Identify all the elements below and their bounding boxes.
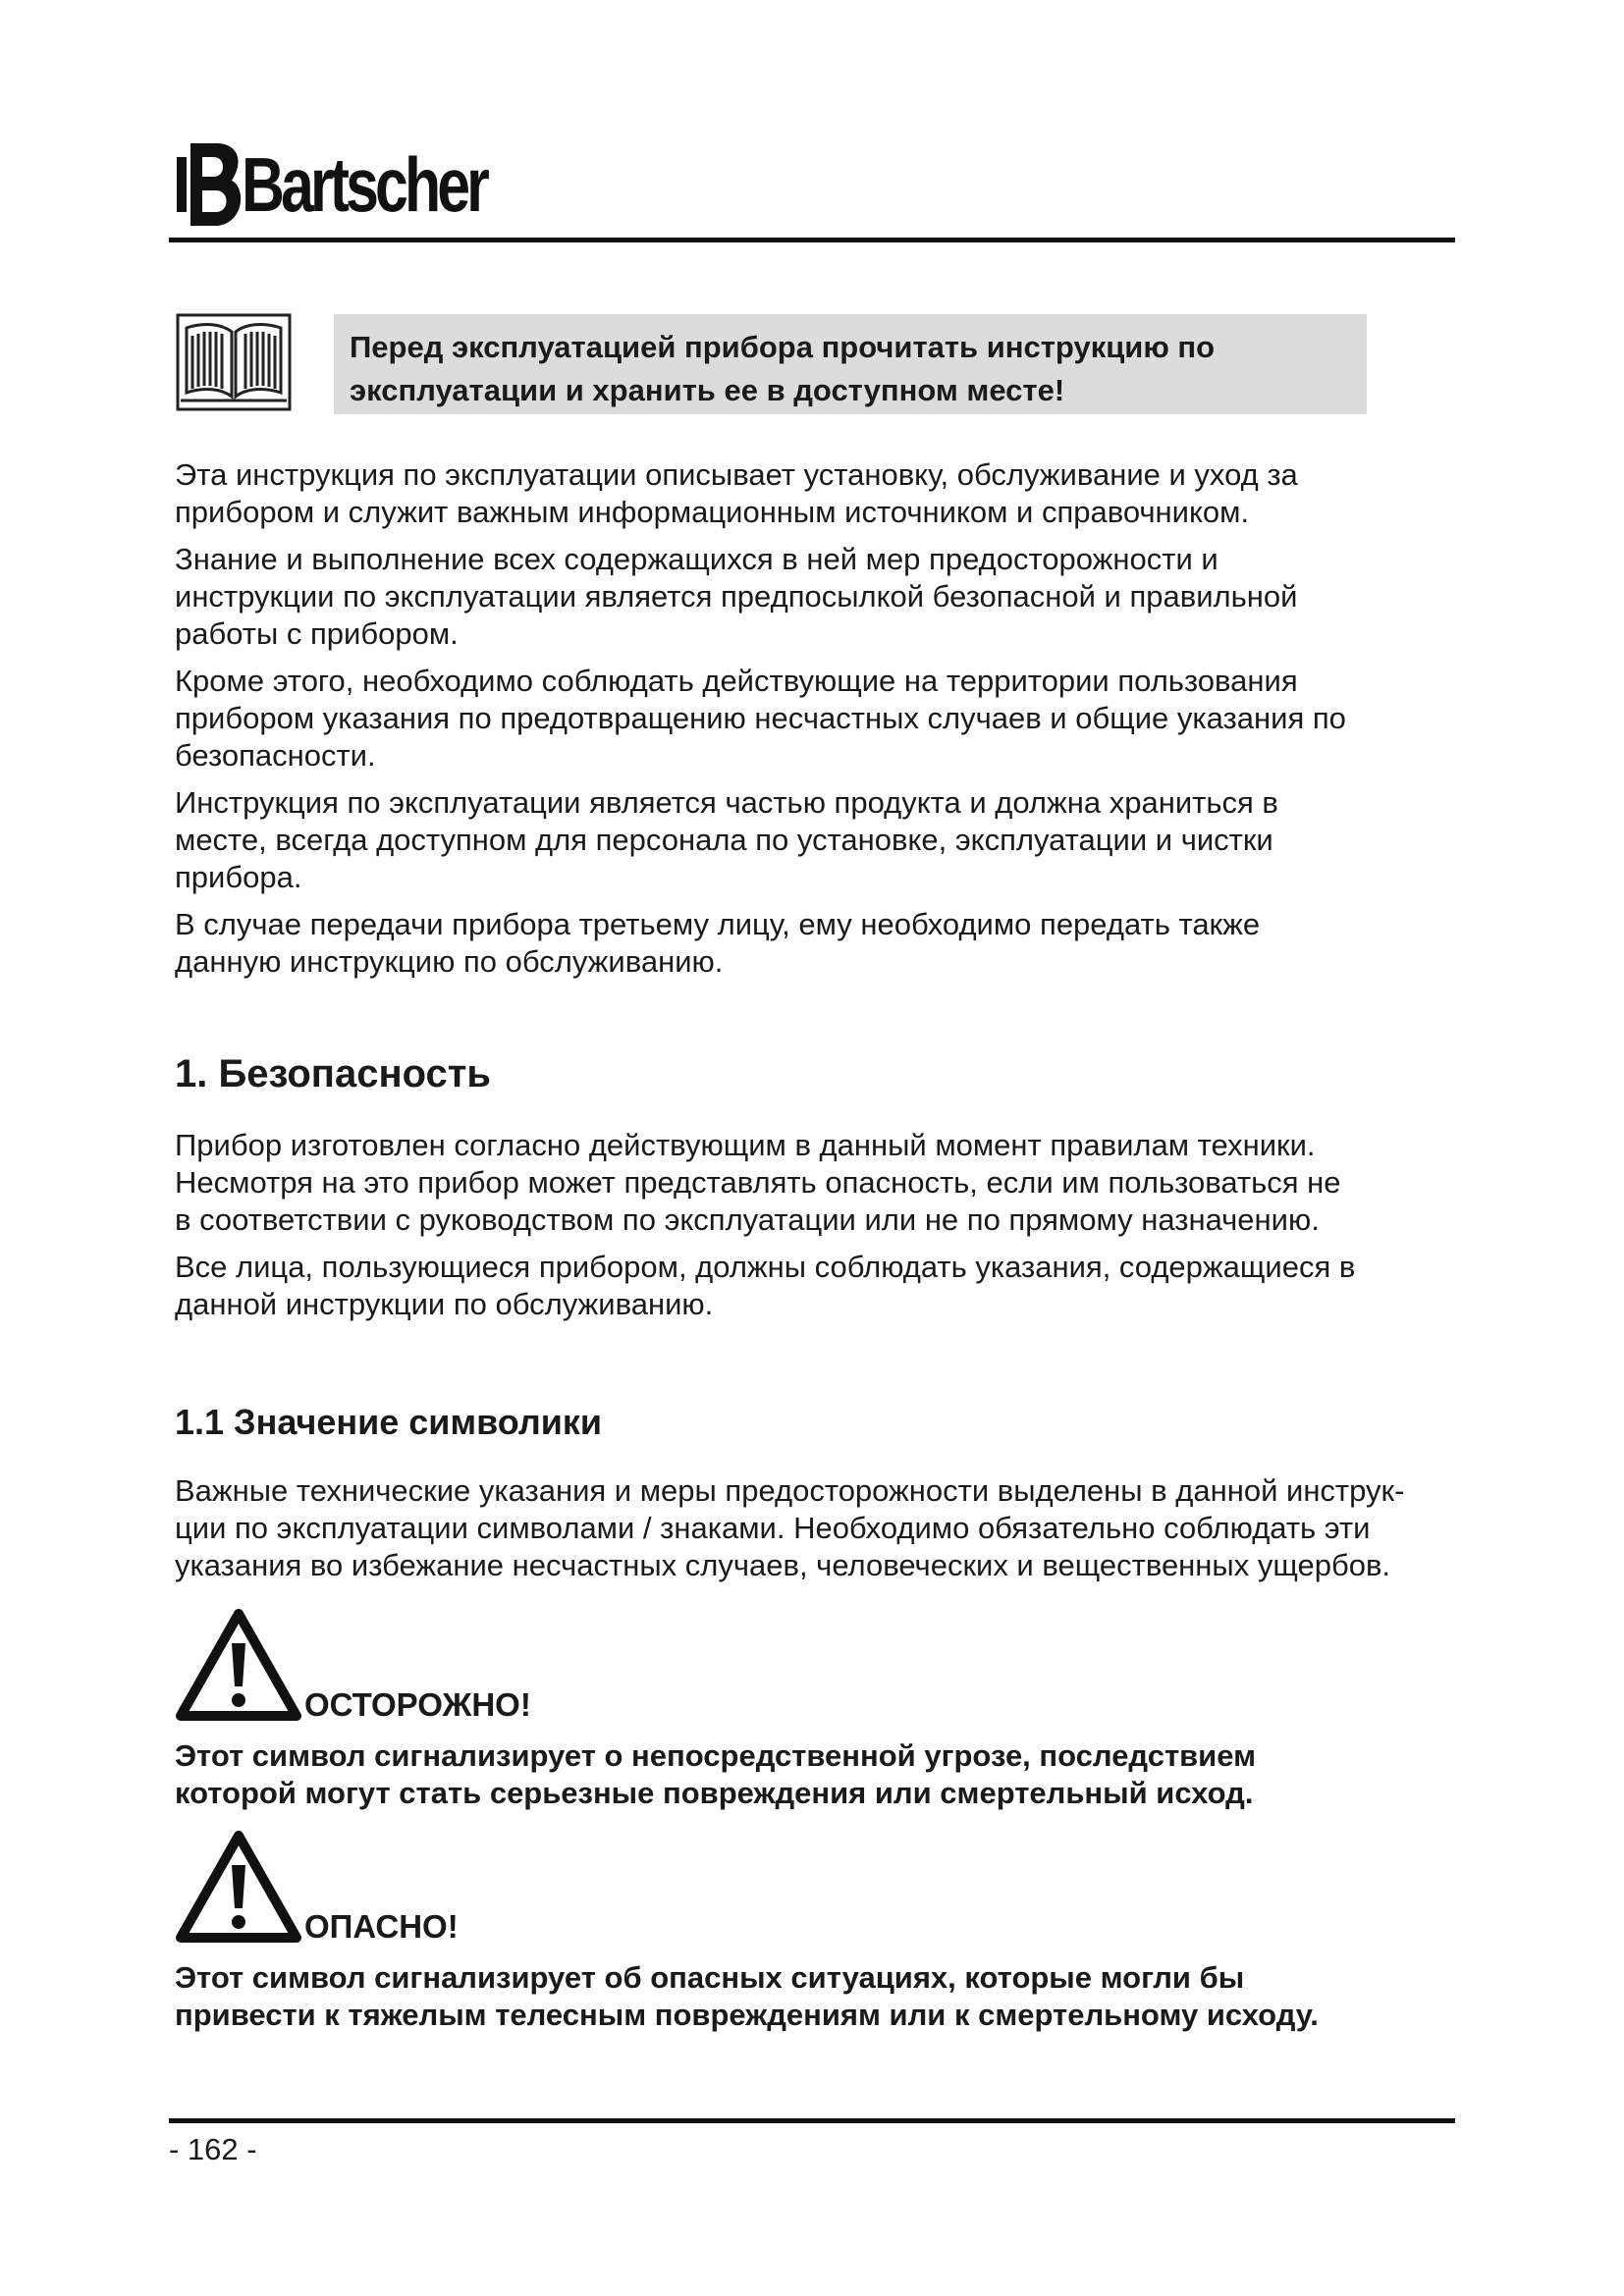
intro-text: [175, 456, 1500, 990]
text-line: В случае передачи прибора третьему лицу, ему необходимо передать также: [175, 907, 1261, 941]
safety-text: [175, 1127, 1500, 1333]
text-line: Эта инструкция по эксплуатации описывает установку, обслуживание и уход за: [175, 457, 1298, 492]
bartscher-logo-mark-icon: [175, 139, 247, 230]
warning-icon: [175, 1608, 302, 1722]
notice-box: [334, 314, 1367, 414]
text-line: прибором указания по предотвращению несчастных случаев и общие указания по: [175, 701, 1346, 735]
text-line: данной инструкции по обслуживанию.: [175, 1287, 714, 1321]
text-line: которой могут стать серьезные повреждения или смертельный исход.: [175, 1776, 1254, 1810]
warning-title-caution: ОСТОРОЖНО!: [304, 1686, 531, 1723]
text-line: прибором и служит важным информационным источником и справочником.: [175, 495, 1250, 529]
warning-icon: [175, 1830, 302, 1944]
text-line: ции по эксплуатации символами / знаками. Необходимо обязательно соблюдать эти: [175, 1511, 1371, 1545]
text-line: данную инструкцию по обслуживанию.: [175, 944, 724, 979]
intro-paragraph: [175, 456, 1500, 531]
page-number: - 162 -: [169, 2132, 257, 2166]
text-line: привести к тяжелым телесным повреждениям или к смертельному исходу.: [175, 1998, 1319, 2032]
intro-paragraph: [175, 663, 1500, 774]
text-line: Прибор изготовлен согласно действующим в данный момент правилам техники.: [175, 1128, 1316, 1162]
text-line: инструкции по эксплуатации является предпосылкой безопасной и правильной: [175, 579, 1298, 614]
text-line: Важные технические указания и меры предосторожности выделены в данной инструк-: [175, 1473, 1405, 1508]
notice-line: Перед эксплуатацией прибора прочитать инструкцию по: [350, 330, 1216, 364]
symbols-paragraph: [175, 1472, 1500, 1584]
text-line: Этот символ сигнализирует о непосредственной угрозе, последствием: [175, 1738, 1256, 1773]
text-line: в соответствии с руководством по эксплуатации или не по прямому назначению.: [175, 1202, 1320, 1237]
text-line: Кроме этого, необходимо соблюдать действующие на территории пользования: [175, 664, 1298, 698]
intro-paragraph: [175, 906, 1500, 981]
text-line: Несмотря на это прибор может представлять опасность, если им пользоваться не: [175, 1165, 1341, 1200]
safety-paragraph: [175, 1127, 1500, 1239]
header-rule: [169, 238, 1455, 242]
text-line: указания во избежание несчастных случаев, человеческих и вещественных ущербов.: [175, 1548, 1391, 1582]
text-line: месте, всегда доступном для персонала по установке, эксплуатации и чистки: [175, 823, 1273, 857]
section-heading-safety: 1. Безопасность: [175, 1052, 491, 1095]
text-line: Инструкция по эксплуатации является частью продукта и должна храниться в: [175, 785, 1278, 820]
text-line: Все лица, пользующиеся прибором, должны соблюдать указания, содержащиеся в: [175, 1250, 1356, 1284]
text-line: работы с прибором.: [175, 616, 459, 651]
text-line: прибора.: [175, 860, 302, 894]
book-icon: [175, 312, 293, 412]
bartscher-logo: [175, 137, 555, 231]
brand-name: Bartscher: [242, 140, 486, 228]
warning-text-danger: [175, 1959, 1319, 2034]
text-line: Этот символ сигнализирует об опасных ситуациях, которые могли бы: [175, 1960, 1245, 1995]
symbols-text: [175, 1472, 1500, 1594]
safety-paragraph: [175, 1249, 1500, 1323]
footer-rule: [169, 2118, 1455, 2123]
warning-title-danger: ОПАСНО!: [304, 1908, 459, 1945]
section-heading-symbols: 1.1 Значение символики: [175, 1402, 602, 1442]
notice-line: эксплуатации и хранить ее в доступном месте!: [350, 373, 1065, 407]
warning-text-caution: [175, 1737, 1256, 1812]
intro-paragraph: [175, 541, 1500, 653]
text-line: безопасности.: [175, 738, 376, 773]
text-line: Знание и выполнение всех содержащихся в ней мер предосторожности и: [175, 542, 1218, 576]
intro-paragraph: [175, 784, 1500, 896]
